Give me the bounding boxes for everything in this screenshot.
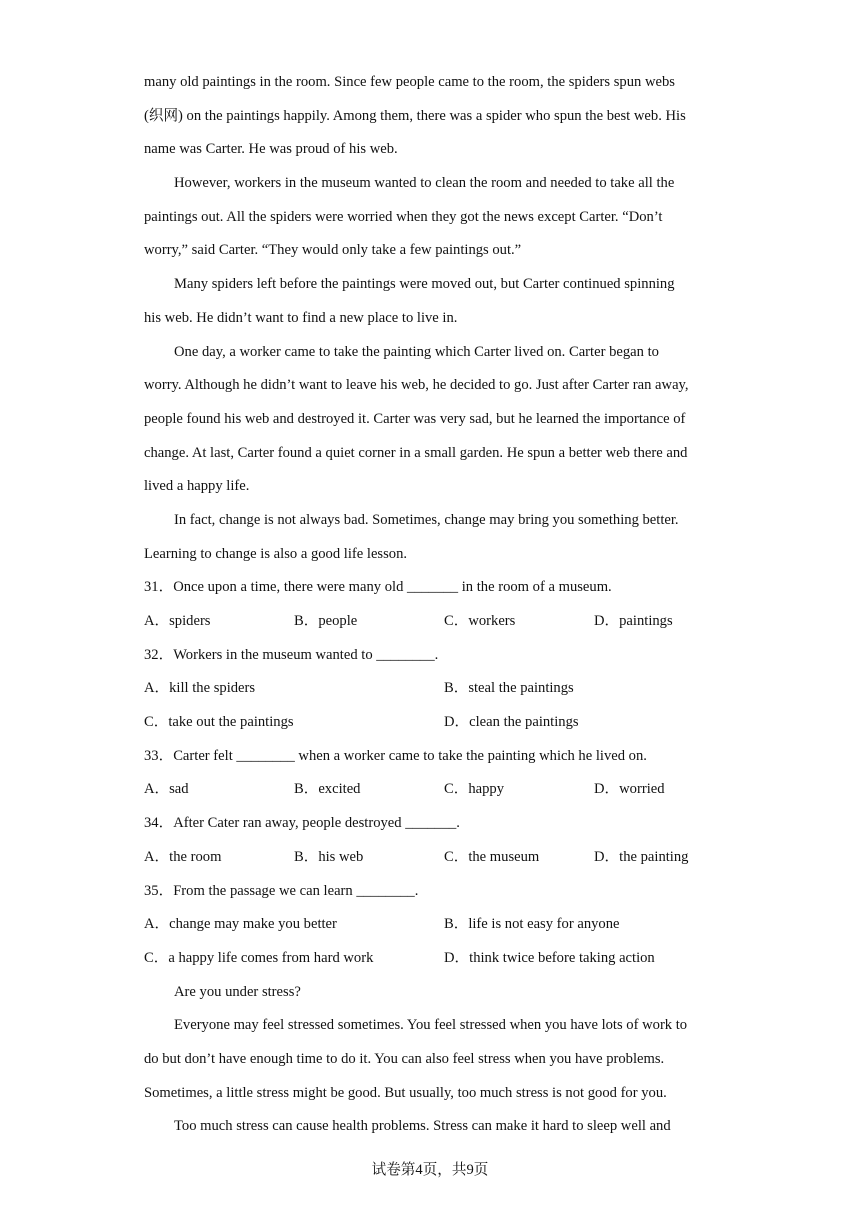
passage2-line: do but don’t have enough time to do it. You can also feel stress when you have problems. (144, 1050, 665, 1067)
question-32-options-row2 (144, 706, 724, 740)
passage-line: name was Carter. He was proud of his web. (144, 141, 398, 158)
passage-line: One day, a worker came to take the painting which Carter lived on. Carter began to (174, 343, 659, 360)
option-a: A．change may make you better (144, 916, 337, 933)
passage-line: Learning to change is also a good life lesson. (144, 545, 408, 562)
option-b: B．steal the paintings (444, 680, 574, 697)
option-d: D．think twice before taking action (444, 949, 655, 966)
option-a: A．the room (144, 848, 222, 865)
option-b: B．people (294, 613, 358, 629)
option-d: D．worried (594, 781, 665, 798)
option-a: A．spiders (144, 613, 211, 629)
option-a: A．kill the spiders (144, 680, 256, 697)
option-d: D．paintings (594, 613, 673, 629)
passage-line: Many spiders left before the paintings were moved out, but Carter continued spinning (174, 276, 675, 293)
question-31-stem: 31．Once upon a time, there were many old _______ in the room of a museum. (144, 579, 612, 596)
question-34-stem: 34．After Cater ran away, people destroyed _______. (144, 815, 460, 832)
question-32-stem: 32．Workers in the museum wanted to ________. (144, 646, 439, 663)
question-34-options (144, 841, 724, 875)
passage2-title: Are you under stress? (174, 983, 301, 1000)
question-33-options (144, 773, 724, 807)
passage2-line: Sometimes, a little stress might be good. But usually, too much stress is not good for you. (144, 1084, 667, 1101)
option-b: B．life is not easy for anyone (444, 916, 620, 933)
passage-line: paintings out. All the spiders were worried when they got the news except Carter. “Don’t (144, 208, 663, 225)
passage-line: his web. He didn’t want to find a new place to live in. (144, 309, 458, 326)
passage-line: lived a happy life. (144, 478, 250, 495)
passage-line: (织网) on the paintings happily. Among them, there was a spider who spun the best web. His (144, 107, 686, 124)
option-d: D．clean the paintings (444, 714, 579, 731)
passage-line: change. At last, Carter found a quiet corner in a small garden. He spun a better web there and (144, 444, 688, 461)
option-b: B．his web (294, 848, 364, 865)
question-35-options-row1 (144, 908, 724, 942)
option-a: A．sad (144, 781, 189, 798)
passage-line: many old paintings in the room. Since few people came to the room, the spiders spun webs (144, 74, 675, 90)
passage-line: However, workers in the museum wanted to clean the room and needed to take all the (174, 175, 675, 192)
passage2-line: Too much stress can cause health problems. Stress can make it hard to sleep well and (174, 1118, 671, 1135)
option-c: C．the museum (444, 848, 540, 865)
option-c: C．happy (444, 781, 504, 798)
passage-line: worry. Although he didn’t want to leave his web, he decided to go. Just after Carter ran away, (144, 377, 689, 394)
passage2-line: Everyone may feel stressed sometimes. You feel stressed when you have lots of work to (174, 1017, 688, 1034)
option-b: B．excited (294, 781, 361, 798)
question-33-stem: 33．Carter felt ________ when a worker came to take the painting which he lived on. (144, 747, 647, 764)
option-c: C．workers (444, 613, 516, 629)
option-c: C．a happy life comes from hard work (144, 949, 374, 966)
option-d: D．the painting (594, 848, 689, 865)
passage-line: worry,” said Carter. “They would only take a few paintings out.” (144, 242, 522, 259)
question-35-options-row2 (144, 942, 724, 976)
page-footer: 试卷第4页，共9页 (371, 1162, 489, 1178)
option-c: C．take out the paintings (144, 714, 294, 731)
question-31-options (144, 605, 724, 639)
question-32-options-row1 (144, 672, 724, 706)
page-content (144, 66, 724, 1144)
question-35-stem: 35．From the passage we can learn ________. (144, 882, 419, 899)
passage-line: people found his web and destroyed it. Carter was very sad, but he learned the importance of (144, 410, 686, 427)
passage-line: In fact, change is not always bad. Sometimes, change may bring you something better. (174, 511, 679, 528)
